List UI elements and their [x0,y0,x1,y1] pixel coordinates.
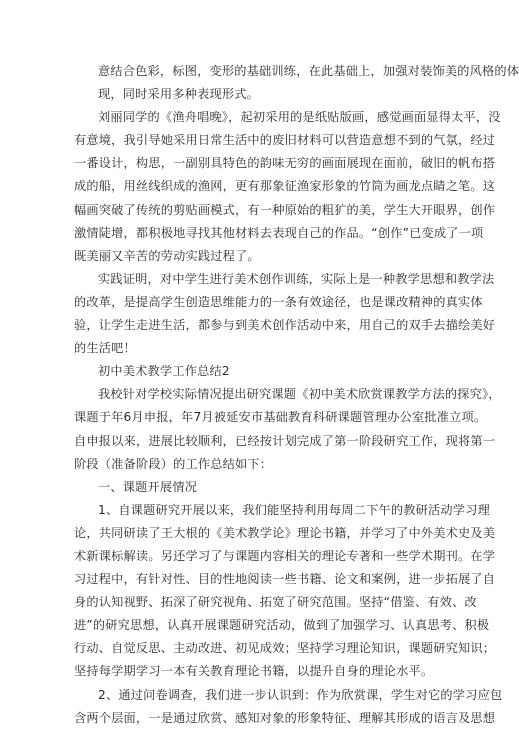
section-heading: 初中美术教学工作总结2 [98,364,230,379]
paragraph-start-line: 实践证明，对中学生进行美术创作训练，实际上是一种教学思想和教学法 [98,271,495,286]
text-line: 的改革，是提高学生创造思维能力的一条有效途径，也是课改精神的真实体 [74,294,483,309]
text-line: 验，让学生走进生活，都参与到美术创作活动中来，用自己的双手去描绘美好 [74,318,496,333]
text-line: 意结合色彩，标图，变形的基础训练，在此基础上，加强对装饰美的风格的体 [98,64,519,78]
text-line: 课题于年6月申报，年7月被延安市基础教育科研课题管理办公室批准立项。 [74,410,487,425]
paragraph-start-line: 2、通过问卷调查，我们进一步认识到：作为欣赏课，学生对它的学习应包 [98,687,503,702]
document-body [74,60,519,730]
text-line: 幅画突破了传统的剪贴画模式，有一种原始的粗犷的美，学生大开眼界，创作 [74,202,496,217]
subsection-heading: 一、课题开展情况 [98,479,198,494]
text-line: 含两个层面，一是通过欣赏、感知对象的形象特征、理解其形成的语言及思想 [74,710,496,725]
text-line: 坚持每学期学习一本有关教育理论书籍，以提升自身的理论水平。 [74,664,434,679]
paragraph-start-line: 我校针对学校实际情况提出研究课题《初中美术欣赏课教学方法的探究》， [98,387,501,402]
paragraph-start-line: 1、自课题研究开展以来，我们能坚持利用每周二下午的教研活动学习理 [98,502,490,517]
text-line: 激情陡增，都积极地寻找其他材料去表现自己的作品。“创作”已变成了一项 [74,225,484,240]
text-line: 有意境，我引导她采用日常生活中的废旧材料可以营造意想不到的气氛，经过 [74,133,496,148]
text-line: 既美丽又辛苦的劳动实践过程了。 [74,248,260,263]
text-line: 的生活吧！ [74,341,136,356]
paragraph-start-line: 刘丽同学的《渔舟唱晚》，起初采用的是纸贴版画，感觉画面显得太平，没 [98,110,501,125]
text-line: 自申报以来，进展比较顺利，已经按计划完成了第一阶段研究工作，现将第一 [74,433,496,448]
text-line: 进”的研究思想，认真开展课题研究活动，做到了加强学习、认真思考、积极 [74,618,490,633]
text-line: 一番设计，构思，一副别具特色的韵味无穷的画面展现在面前，破旧的帆布搭 [74,156,496,171]
text-line: 现，同时采用多种表现形式。 [98,87,260,102]
text-line: 论，共同研读了王大根的《美术教学论》理论书籍，并学习了中外美术史及美 [74,525,496,540]
text-line: 阶段（准备阶段）的工作总结如下： [74,456,273,471]
text-line: 习过程中，有针对性、目的性地阅读一些书籍、论文和案例，进一步拓展了自 [74,572,496,587]
text-line: 术新课标解读。另还学习了与课题内容相关的理论专著和一些学术期刊。在学 [74,548,496,563]
text-line: 身的认知视野、拓深了研究视角、拓宽了研究范围。坚持“借鉴、有效、改 [74,595,477,610]
text-line: 成的船，用丝线织成的渔网，更有那象征渔家形象的竹筒为画龙点睛之笔。这 [74,179,496,194]
text-line: 行动、自觉反思、主动改进、初见成效；坚持学习理论知识，课题研究知识； [74,641,496,656]
